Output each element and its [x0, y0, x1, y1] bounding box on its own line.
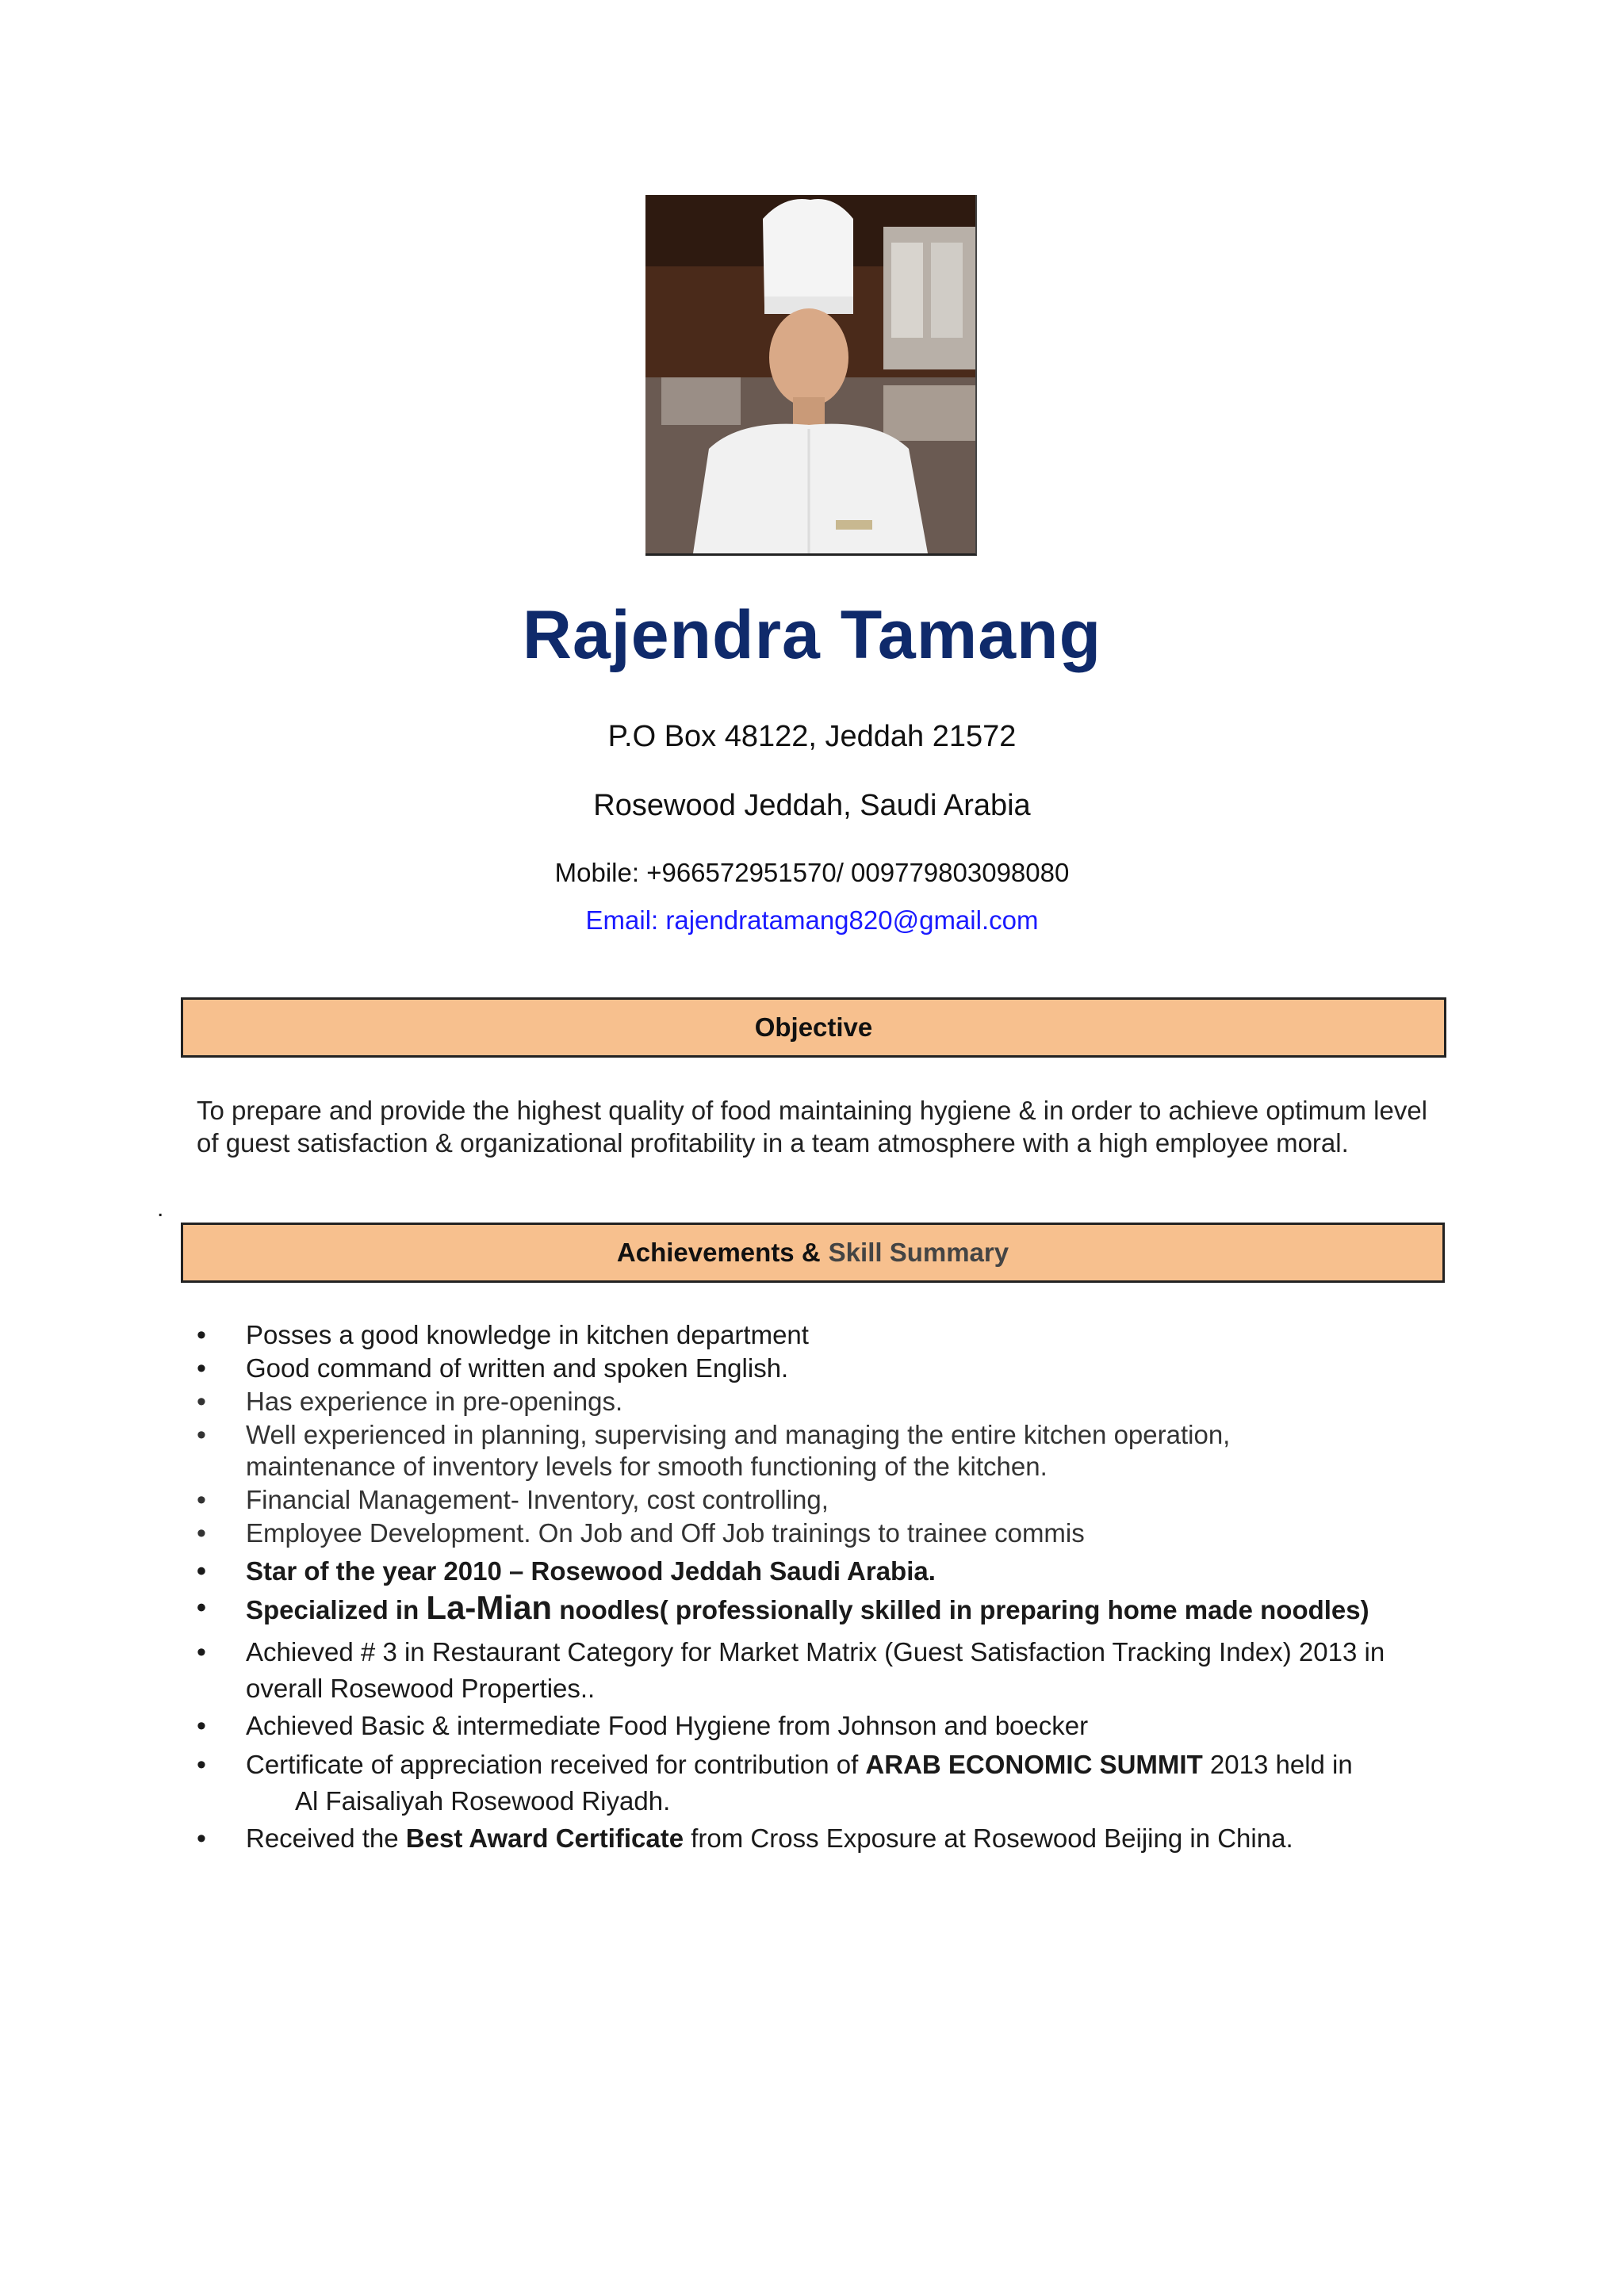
stray-dot: . [157, 1196, 164, 1222]
specialized-prefix: Specialized in [246, 1595, 427, 1624]
profile-photo [645, 195, 977, 556]
list-item: • Star of the year 2010 – Rosewood Jeddah Saudi Arabia. [197, 1556, 1434, 1587]
achievements-title-accent: Skill Summary [828, 1238, 1009, 1267]
list-item-award [197, 1823, 1434, 1854]
address-line-1: P.O Box 48122, Jeddah 21572 [607, 720, 1017, 753]
mobile-number: Mobile: +966572951570/ 009779803098080 [554, 858, 1070, 887]
achievements-title: Achievements & [616, 1238, 821, 1267]
list-item: • Achieved Basic & intermediate Food Hygiene from Johnson and boecker [197, 1710, 1434, 1742]
list-item: • Employee Development. On Job and Off Job trainings to trainee commis [197, 1517, 1434, 1549]
objective-text: To prepare and provide the highest quality of food maintaining hygiene & in order to achieve optimum level of guest satisfaction & organizational profitability in a team atmosphere with a high employee moral. [197, 1096, 1427, 1158]
certificate-event: ARAB ECONOMIC SUMMIT [865, 1750, 1203, 1779]
la-mian-text: La-Mian [426, 1589, 553, 1626]
list-item: • Has experience in pre-openings. [197, 1386, 1434, 1418]
specialized-suffix: noodles( professionally skilled in preparing home made noodles) [552, 1595, 1369, 1624]
list-item: • Well experienced in planning, supervising and managing the entire kitchen operation, maintenance of inventory levels for smooth functioning of the kitchen. [197, 1419, 1324, 1483]
list-item-specialized [197, 1589, 1434, 1626]
award-suffix: from Cross Exposure at Rosewood Beijing in China. [684, 1823, 1293, 1853]
list-item: • Posses a good knowledge in kitchen department [197, 1319, 1434, 1351]
achievements-header [181, 1223, 1445, 1283]
list-item-certificate [197, 1747, 1434, 1820]
certificate-location: Al Faisaliyah Rosewood Riyadh. [295, 1786, 671, 1816]
achievements-list [197, 1319, 1434, 1854]
address-line-2: Rosewood Jeddah, Saudi Arabia [593, 789, 1031, 822]
certificate-suffix: 2013 held in [1202, 1750, 1353, 1779]
list-item: • Financial Management- Inventory, cost controlling, [197, 1484, 1434, 1516]
certificate-prefix: Certificate of appreciation received for contribution of [246, 1750, 866, 1779]
objective-header [181, 997, 1446, 1058]
award-prefix: Received the [246, 1823, 406, 1853]
award-name: Best Award Certificate [405, 1823, 684, 1853]
email-link[interactable]: Email: rajendratamang820@gmail.com [585, 905, 1039, 935]
candidate-name: Rajendra Tamang [522, 597, 1102, 673]
objective-title: Objective [754, 1012, 873, 1042]
list-item: • Achieved # 3 in Restaurant Category for Market Matrix (Guest Satisfaction Tracking Index) 2013 in overall Rosewood Properties.. [197, 1634, 1434, 1707]
list-item: • Good command of written and spoken English. [197, 1353, 1434, 1384]
